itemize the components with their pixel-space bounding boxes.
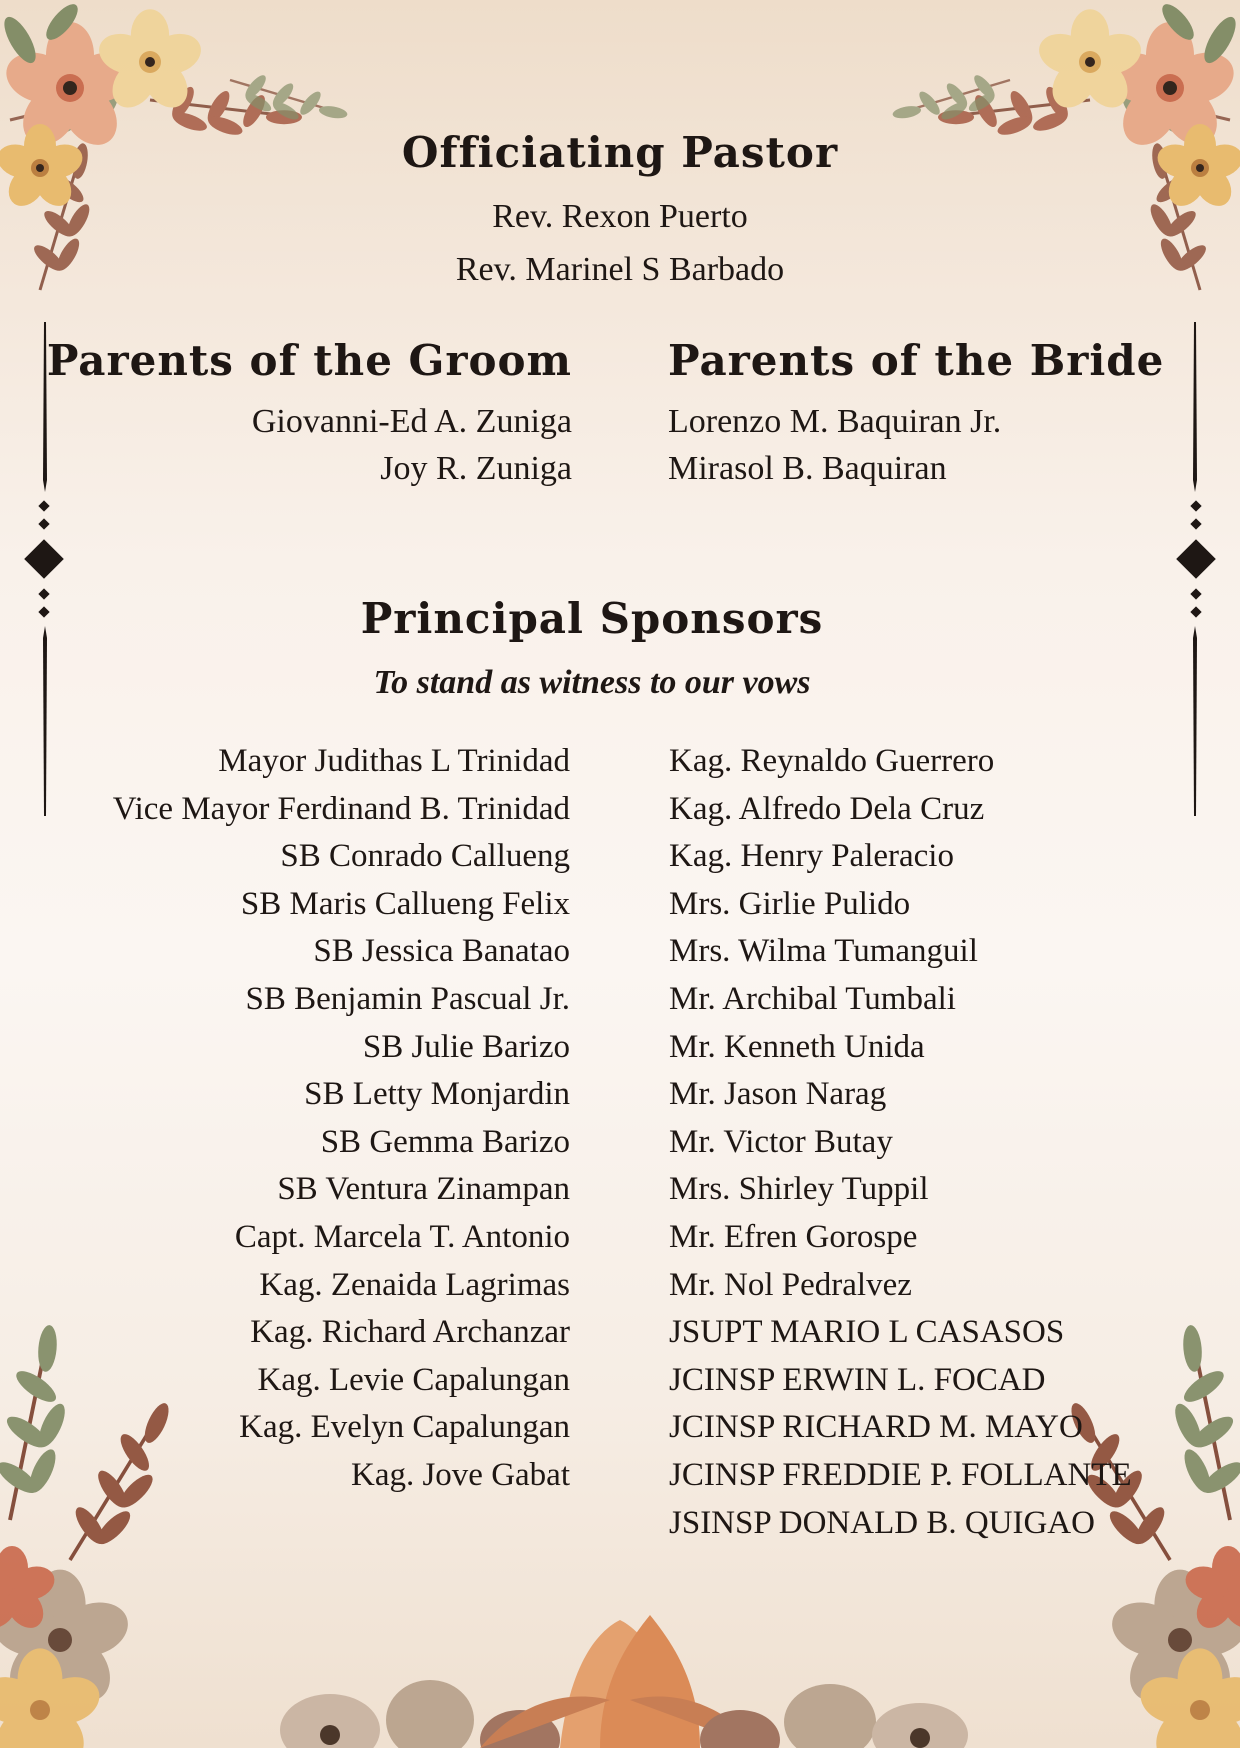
sponsor-name: Kag. Alfredo Dela Cruz xyxy=(669,790,985,827)
sponsor-name: Mrs. Wilma Tumanguil xyxy=(669,933,978,970)
sponsor-name: SB Benjamin Pascual Jr. xyxy=(245,980,570,1017)
groom-parent-1: Giovanni-Ed A. Zuniga xyxy=(251,403,572,440)
sponsor-name: SB Ventura Zinampan xyxy=(277,1171,570,1208)
sponsor-name: Kag. Henry Paleracio xyxy=(669,838,954,875)
officiating-name-1: Rev. Rexon Puerto xyxy=(492,198,748,235)
groom-parents-heading: Parents of the Groom xyxy=(46,336,572,385)
bride-parents-heading: Parents of the Bride xyxy=(668,336,1165,385)
sponsor-name: Mr. Archibal Tumbali xyxy=(669,980,956,1017)
bride-parent-1: Lorenzo M. Baquiran Jr. xyxy=(668,403,1002,440)
sponsor-name: SB Letty Monjardin xyxy=(304,1076,570,1113)
sponsor-name: JCINSP RICHARD M. MAYO xyxy=(669,1409,1083,1446)
sponsor-name: Mrs. Girlie Pulido xyxy=(669,885,911,922)
sponsor-name: Capt. Marcela T. Antonio xyxy=(234,1218,570,1255)
floral-corner-top-right xyxy=(890,0,1240,291)
sponsor-name: Mr. Jason Narag xyxy=(669,1076,887,1113)
sponsor-name: Kag. Levie Capalungan xyxy=(257,1361,570,1398)
sponsor-name: Kag. Richard Archanzar xyxy=(250,1314,570,1351)
sponsor-name: Mr. Victor Butay xyxy=(669,1123,893,1160)
sponsor-name: JCINSP FREDDIE P. FOLLANTE xyxy=(669,1456,1132,1493)
sponsor-name: Mrs. Shirley Tuppil xyxy=(669,1171,929,1208)
sponsor-name: Kag. Zenaida Lagrimas xyxy=(259,1266,570,1303)
sponsor-name: Kag. Evelyn Capalungan xyxy=(239,1409,570,1446)
sponsor-name: SB Conrado Callueng xyxy=(280,838,570,875)
side-ornament-left xyxy=(24,322,64,816)
sponsors-left-column xyxy=(113,738,570,1500)
sponsor-name: SB Gemma Barizo xyxy=(320,1123,570,1160)
officiating-heading: Officiating Pastor xyxy=(401,128,839,177)
sponsor-name: JCINSP ERWIN L. FOCAD xyxy=(669,1361,1046,1398)
sponsor-name: Vice Mayor Ferdinand B. Trinidad xyxy=(112,790,570,827)
sponsor-name: SB Julie Barizo xyxy=(362,1028,570,1065)
side-ornament-right xyxy=(1176,322,1216,816)
sponsor-name: SB Jessica Banatao xyxy=(313,933,570,970)
sponsor-name: Mr. Efren Gorospe xyxy=(669,1218,918,1255)
officiating-name-2: Rev. Marinel S Barbado xyxy=(455,251,785,288)
sponsor-name: Mayor Judithas L Trinidad xyxy=(218,743,570,779)
sponsor-name: Kag. Reynaldo Guerrero xyxy=(669,743,995,779)
sponsor-name: Mr. Kenneth Unida xyxy=(669,1028,925,1065)
floral-border-bottom xyxy=(280,1615,968,1748)
sponsor-name: Kag. Jove Gabat xyxy=(350,1456,570,1493)
sponsors-right-column xyxy=(669,738,1132,1547)
sponsors-subheading: To stand as witness to our vows xyxy=(373,664,811,701)
bride-parent-2: Mirasol B. Baquiran xyxy=(668,450,947,487)
sponsors-heading: Principal Sponsors xyxy=(360,594,824,643)
sponsor-name: JSINSP DONALD B. QUIGAO xyxy=(669,1504,1095,1541)
sponsor-name: SB Maris Callueng Felix xyxy=(240,885,570,922)
sponsor-name: JSUPT MARIO L CASASOS xyxy=(669,1314,1065,1351)
groom-parent-2: Joy R. Zuniga xyxy=(380,450,572,487)
sponsor-name: Mr. Nol Pedralvez xyxy=(669,1266,912,1303)
floral-corner-top-left xyxy=(0,0,350,291)
